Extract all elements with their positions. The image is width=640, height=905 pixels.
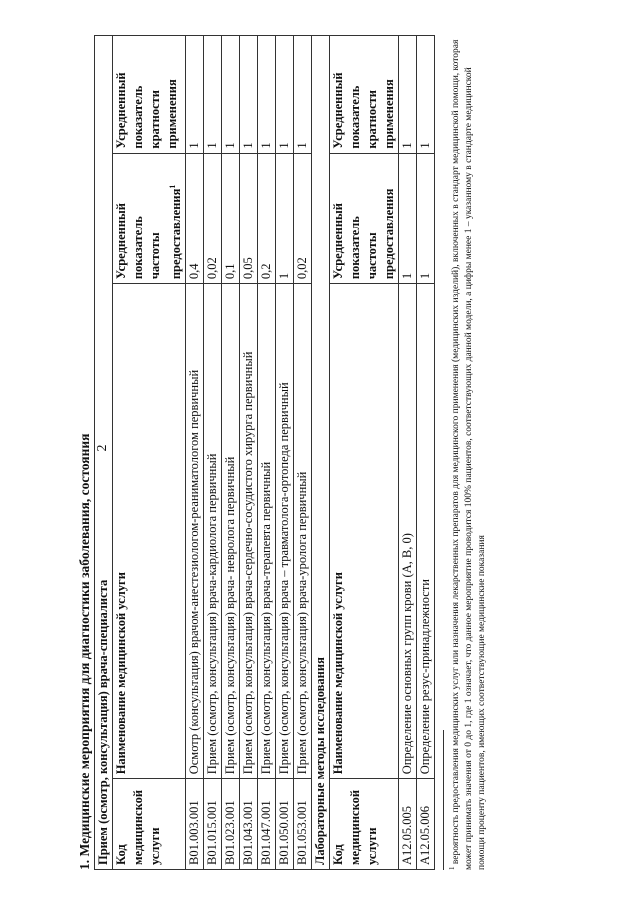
header-multiplicity: Усредненный показатель кратности применения (113, 36, 186, 154)
service-name: Определение резус-принадлежности (417, 284, 435, 779)
frequency-value: 0,1 (222, 153, 240, 284)
section-title: Прием (осмотр, консультация) врача-специалиста (95, 36, 113, 870)
frequency-value: 0,05 (240, 153, 258, 284)
section-title-row (95, 36, 113, 870)
service-code: B01.003.001 (186, 779, 204, 870)
service-name: Прием (осмотр, консультация) врача-терапевта первичный (258, 284, 276, 779)
section-heading: 1. Медицинские мероприятия для диагностики заболевания, состояния (77, 433, 92, 870)
multiplicity-value: 1 (294, 36, 312, 154)
service-name: Прием (осмотр, консультация) врача-кардиолога первичный (204, 284, 222, 779)
frequency-value: 0,4 (186, 153, 204, 284)
header-name: Наименование медицинской услуги (113, 284, 186, 779)
frequency-value: 1 (417, 153, 435, 284)
multiplicity-value: 1 (240, 36, 258, 154)
table-header-row (330, 36, 399, 870)
document-page (76, 35, 536, 870)
header-code: Код медицинской услуги (330, 779, 399, 870)
footnote-ref: 1 (168, 184, 177, 189)
header-name: Наименование медицинской услуги (330, 284, 399, 779)
service-code: B01.043.001 (240, 779, 258, 870)
multiplicity-value: 1 (399, 36, 417, 154)
table-row (204, 36, 222, 870)
services-table (94, 35, 435, 870)
multiplicity-value: 1 (186, 36, 204, 154)
service-name: Прием (осмотр, консультация) врача- невролога первичный (222, 284, 240, 779)
multiplicity-value: 1 (222, 36, 240, 154)
header-frequency-text: Усредненный показатель частоты предоставления (331, 188, 397, 280)
service-code: B01.023.001 (222, 779, 240, 870)
service-name: Прием (осмотр, консультация) врача-уролога первичный (294, 284, 312, 779)
multiplicity-value: 1 (258, 36, 276, 154)
frequency-value: 1 (276, 153, 294, 284)
frequency-value: 0,2 (258, 153, 276, 284)
header-frequency (330, 153, 399, 284)
service-code: A12.05.005 (399, 779, 417, 870)
table-row (276, 36, 294, 870)
table-row (417, 36, 435, 870)
service-code: B01.053.001 (294, 779, 312, 870)
header-code: Код медицинской услуги (113, 779, 186, 870)
frequency-value: 0,02 (294, 153, 312, 284)
table-header-row (113, 36, 186, 870)
table-row (399, 36, 417, 870)
service-name: Прием (осмотр, консультация) врача-сердечно-сосудистого хирурга первичный (240, 284, 258, 779)
table-row (222, 36, 240, 870)
table-row (258, 36, 276, 870)
frequency-value: 1 (399, 153, 417, 284)
service-name: Осмотр (консультация) врачом-анестезиологом-реаниматологом первичный (186, 284, 204, 779)
table-row (240, 36, 258, 870)
footnote-marker: 1 (448, 866, 457, 870)
service-code: B01.047.001 (258, 779, 276, 870)
section-title-row (312, 36, 330, 870)
multiplicity-value: 1 (417, 36, 435, 154)
footnote-text: вероятность предоставления медицинских услуг или назначения лекарственных препаратов для медицинского применения (медицинских изделий), включенных в стандарт медицинской помощи, которая может принимать значения от 0 до 1, где 1 означает, что данное мероприятие проводится 100% пациентов, соответствующих данной модели, а цифры менее 1 – указанному в стандарте медицинской помощи проценту пациентов, имеющих соответствующие медицинские показания (451, 39, 488, 870)
multiplicity-value: 1 (204, 36, 222, 154)
service-code: B01.015.001 (204, 779, 222, 870)
header-multiplicity: Усредненный показатель кратности применения (330, 36, 399, 154)
service-name: Определение основных групп крови (A, B, 0) (399, 284, 417, 779)
footnote (446, 35, 489, 870)
multiplicity-value: 1 (276, 36, 294, 154)
page-number: 2 (95, 444, 110, 452)
section-title: Лабораторные методы исследования (312, 36, 330, 870)
footnote-rule (443, 730, 444, 870)
frequency-value: 0,02 (204, 153, 222, 284)
service-code: A12.05.006 (417, 779, 435, 870)
service-name: Прием (осмотр, консультация) врача – травматолога-ортопеда первичный (276, 284, 294, 779)
table-row (186, 36, 204, 870)
header-frequency (113, 153, 186, 284)
header-frequency-text: Усредненный показатель частоты предоставления (114, 188, 184, 280)
service-code: B01.050.001 (276, 779, 294, 870)
table-row (294, 36, 312, 870)
